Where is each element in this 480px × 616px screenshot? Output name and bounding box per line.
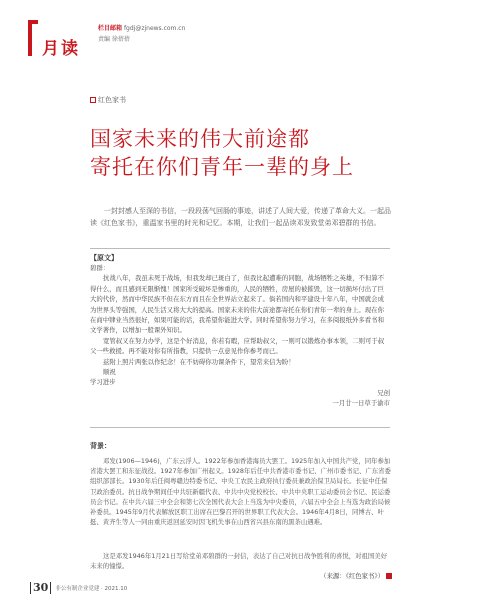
summary-text: 这是邓发1946年1月21日写给堂弟邓碧群的一封信，表达了自己对抗日战争胜利的喜悦，对祖国美好未来的憧憬。	[90, 552, 388, 571]
journal-name: 非公有制企业党建 · 2021.10	[55, 586, 128, 592]
original-label: 【原文】	[90, 254, 118, 262]
page-number: 30	[30, 582, 51, 594]
original-letter-box	[90, 248, 390, 428]
column-tag	[90, 95, 126, 105]
section-title: 月读	[42, 39, 80, 59]
page-footer	[30, 582, 127, 594]
editor-credit: 责编 徐蓓蓓	[98, 36, 130, 43]
letter-closing: 顺祝	[103, 368, 116, 377]
column-tag-label: 红色家书	[98, 96, 126, 104]
tag-box-icon	[90, 97, 96, 103]
column-contact	[98, 23, 185, 32]
title-line-2: 寄托在你们青年一辈的身上	[90, 155, 354, 179]
letter-date: 一月廿一日草于渝市	[332, 399, 390, 408]
title-line-1: 国家未来的伟大前途都	[90, 127, 310, 151]
source-label: （来源：《红色家书》）	[320, 572, 384, 581]
letter-paragraph: 兹附上照片两张以作纪念！在不妨碍你功课条件下，望常来信为盼！	[103, 357, 295, 366]
article-title	[90, 125, 390, 181]
letter-closing: 学习进步	[90, 378, 116, 387]
section-bracket	[28, 20, 38, 56]
background-paragraph: 邓发(1906—1946)，广东云浮人。1922年参加香港海员大罢工。1925年加入中国共产党，同年参加省港大罢工和东征战役。1927年参加广州起义。1928年后任中共香港市委书记、广州市委书记、广东省委组织部部长。1930年后任闽粤赣边特委书记、中央工农民主政府执行委员兼政治保卫局局长。长征中任保卫政治委员。抗日战争期间任中共驻新疆代表、中共中央党校校长、中共中央职工运动委员会书记、民运委员会书记。在中共六届三中全会和第七次全国代表大会上当选为中央委员，六届五中全会上当选为政治局候补委员。1945年9月代表解放区职工出席在巴黎召开的世界职工代表大会。1946年4月8日，同博古、叶挺、黄齐生等人一同由重庆返回延安时因飞机失事在山西省兴县东南的黑茶山遇难。	[90, 457, 391, 527]
contact-email: fgdj@zjnews.com.cn	[123, 25, 186, 32]
letter-paragraph: 抗战八年，我虽未死于战场，但我发却已斑白了，但我比起遭难的同胞，战场牺牲之英雄，不但算不得什么，而且感到无限惭愧！国家所受破坏是惨重的，人民的牺牲，房屋的被摧毁，这一切损坏付出了巨大的代价，然而中华民族不但在东方而且在全世界站立起来了。倘若国内和平建设十年八年，中国就会成为世界头等强国，人民生活又将大大的提高。国家未来的伟大前途都寄托在你们青年一辈的身上。现在你在商中肄业当然很好，如果可能的话，我希望你能进大学。同时希望你努力学习，在多阅报纸外多看书和文学著作，以增加一般课外知识。	[90, 274, 385, 335]
letter-signature: 兄创	[377, 388, 390, 397]
source-citation	[90, 571, 392, 581]
letter-body	[90, 263, 390, 409]
background-label: 背景：	[90, 442, 111, 450]
intro-paragraph: 一封封感人至深的书信，一段段荡气回肠的事迹，讲述了人间大爱，传递了革命大义。一起品读《红色家书》，重温家书里的时光和记忆。本期，让我们一起品读邓发致堂弟邓碧群的书信。	[90, 207, 391, 227]
contact-label: 栏目邮箱	[98, 25, 123, 32]
letter-paragraph: 宽管叔又在努力办学，这是个好消息，你若有暇，应帮助叔父，一则可以锻炼办事本领，二则可于叔父一些救援。再不能对你有所指教，只提供一点意见作你参考而已。	[90, 336, 385, 356]
background-summary	[90, 551, 392, 582]
letter-salutation: 碧群：	[90, 264, 110, 272]
end-mark-icon	[386, 573, 392, 579]
